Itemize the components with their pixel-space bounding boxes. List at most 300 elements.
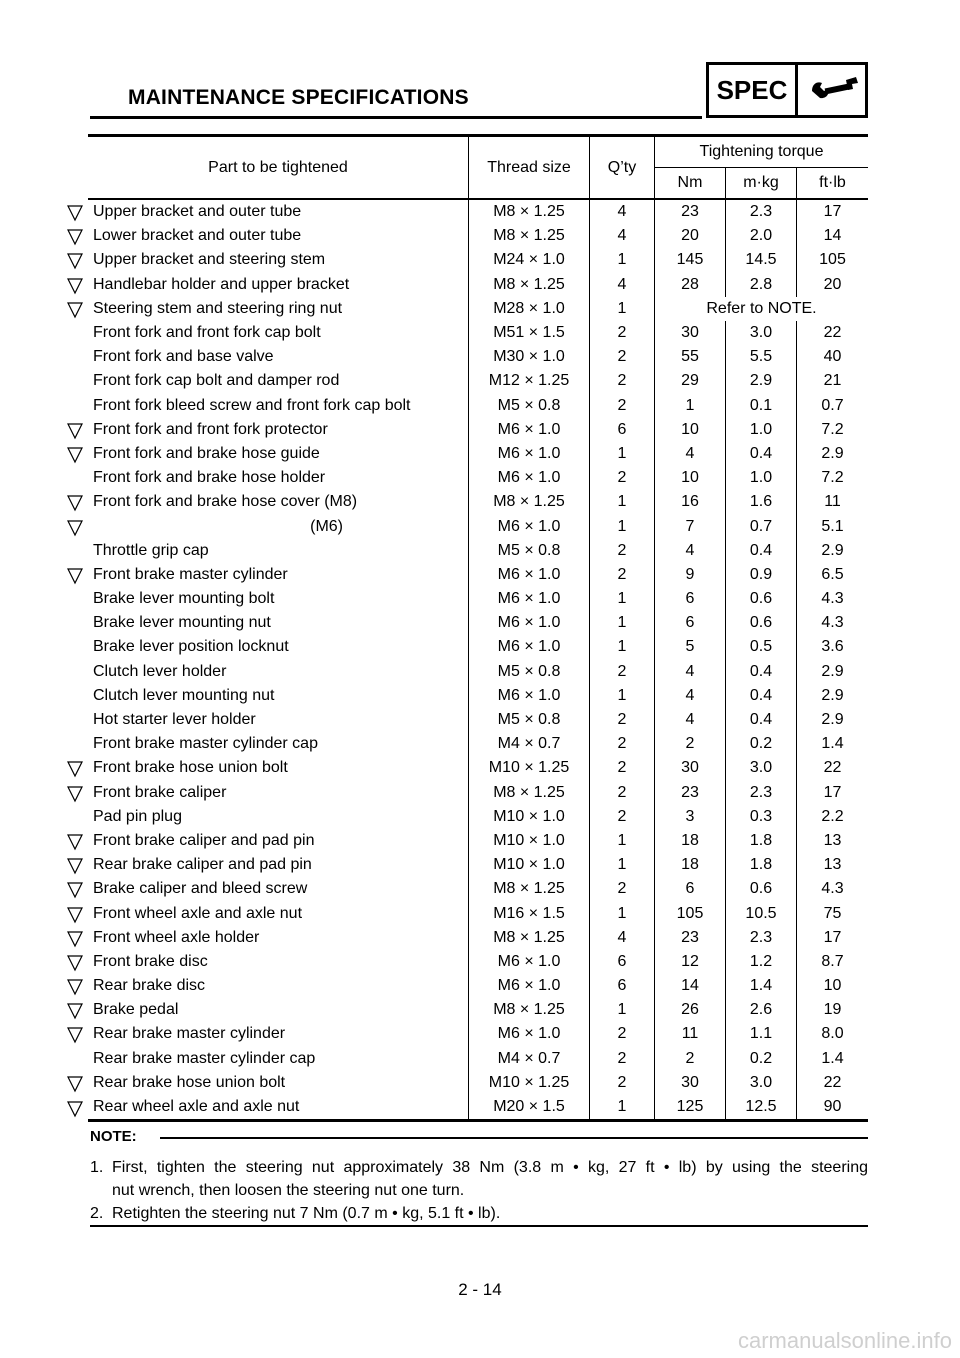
cell-nm: 28: [655, 273, 726, 297]
cell-nm: 6: [655, 611, 726, 635]
cell-thread: M5 × 0.8: [469, 394, 590, 418]
cell-nm: 4: [655, 539, 726, 563]
note-item-1-line1: First, tighten the steering nut approximately 38 Nm (3.8 m • kg, 27 ft • lb) by using the steering: [112, 1159, 868, 1176]
cell-qty: 4: [590, 926, 655, 950]
cell-mkg: 1.1: [726, 1022, 797, 1046]
cell-part: Rear brake caliper and pad pin: [88, 853, 469, 877]
cell-ftlb: 14: [823, 227, 842, 245]
cell-mkg: 10.5: [726, 901, 797, 925]
cell-ftlb: 8.7: [821, 952, 844, 970]
table-row: [88, 684, 868, 708]
table-row: [88, 199, 868, 224]
header-part: Part to be tightened: [88, 136, 469, 200]
cell-nm: 30: [655, 1071, 726, 1095]
cell-mkg: 1.8: [726, 829, 797, 853]
table-row: [88, 998, 868, 1022]
cell-nm: 6: [655, 877, 726, 901]
note-item-1-num: 1.: [90, 1159, 104, 1176]
cell-mkg: 0.6: [726, 611, 797, 635]
cell-thread: M8 × 1.25: [469, 224, 590, 248]
cell-part: Front wheel axle holder: [88, 926, 469, 950]
cell-note-ref: Refer to NOTE.: [706, 299, 817, 317]
cell-mkg: 1.8: [726, 853, 797, 877]
cell-qty: 2: [590, 877, 655, 901]
cell-ftlb: 19: [823, 1001, 842, 1019]
cell-part: Clutch lever holder: [88, 660, 469, 684]
cell-mkg: 0.3: [726, 805, 797, 829]
cell-part: Front fork and base valve: [88, 345, 469, 369]
cell-thread: M6 × 1.0: [469, 635, 590, 659]
table-row: [88, 756, 868, 780]
triangle-mark-icon: [66, 978, 84, 996]
table-row: [88, 369, 868, 393]
cell-mkg: 0.1: [726, 394, 797, 418]
triangle-mark-icon: [66, 1002, 84, 1020]
cell-nm: 18: [655, 829, 726, 853]
cell-part: Brake pedal: [88, 998, 469, 1022]
table-row: [88, 829, 868, 853]
cell-ftlb: 17: [823, 783, 842, 801]
table-row: [88, 1071, 868, 1095]
cell-thread: M4 × 0.7: [469, 732, 590, 756]
cell-qty: 2: [590, 781, 655, 805]
cell-qty: 2: [590, 345, 655, 369]
triangle-mark-icon: [66, 833, 84, 851]
cell-nm: 145: [655, 248, 726, 272]
cell-qty: 4: [590, 199, 655, 224]
cell-thread: M10 × 1.25: [469, 1071, 590, 1095]
cell-nm: 9: [655, 563, 726, 587]
cell-ftlb: 10: [823, 977, 842, 995]
torque-spec-table: [88, 134, 868, 1122]
cell-ftlb: 40: [823, 348, 842, 366]
table-row: [88, 877, 868, 901]
cell-ftlb: 105: [819, 251, 846, 269]
cell-part: Upper bracket and steering stem: [88, 248, 469, 272]
table-row: [88, 974, 868, 998]
cell-qty: 1: [590, 684, 655, 708]
table-body: [88, 199, 868, 1121]
cell-qty: 2: [590, 732, 655, 756]
cell-part: Rear brake master cylinder: [88, 1022, 469, 1046]
cell-part: Brake lever position locknut: [88, 635, 469, 659]
triangle-mark-icon: [66, 857, 84, 875]
cell-mkg: 1.2: [726, 950, 797, 974]
triangle-mark-icon: [66, 422, 84, 440]
cell-thread: M6 × 1.0: [469, 684, 590, 708]
cell-qty: 2: [590, 321, 655, 345]
cell-part: Front fork and front fork cap bolt: [88, 321, 469, 345]
cell-part: Front fork and brake hose holder: [88, 466, 469, 490]
cell-qty: 1: [590, 611, 655, 635]
cell-ftlb: 17: [823, 928, 842, 946]
table-row: [88, 345, 868, 369]
triangle-mark-icon: [66, 760, 84, 778]
table-row: [88, 732, 868, 756]
table-row: [88, 1095, 868, 1121]
cell-ftlb: 13: [823, 831, 842, 849]
table-row: [88, 1022, 868, 1046]
cell-nm: 2: [655, 732, 726, 756]
cell-nm: 55: [655, 345, 726, 369]
cell-ftlb: 2.9: [821, 541, 844, 559]
table-row: [88, 901, 868, 925]
cell-thread: M8 × 1.25: [469, 273, 590, 297]
cell-nm: 12: [655, 950, 726, 974]
cell-part: Front wheel axle and axle nut: [88, 901, 469, 925]
triangle-mark-icon: [66, 954, 84, 972]
cell-thread: M20 × 1.5: [469, 1095, 590, 1121]
cell-nm: 29: [655, 369, 726, 393]
cell-part: Front fork and brake hose guide: [88, 442, 469, 466]
table-row: [88, 321, 868, 345]
cell-ftlb: 4.3: [821, 880, 844, 898]
cell-thread: M30 × 1.0: [469, 345, 590, 369]
cell-ftlb: 2.9: [821, 444, 844, 462]
cell-thread: M6 × 1.0: [469, 611, 590, 635]
table-row: [88, 224, 868, 248]
cell-qty: 1: [590, 514, 655, 538]
cell-thread: M6 × 1.0: [469, 587, 590, 611]
cell-nm: 16: [655, 490, 726, 514]
page-number: 2 - 14: [458, 1280, 502, 1299]
table-row: [88, 418, 868, 442]
cell-thread: M6 × 1.0: [469, 563, 590, 587]
cell-qty: 1: [590, 587, 655, 611]
cell-part: Front fork bleed screw and front fork cap bolt: [88, 394, 469, 418]
cell-mkg: 5.5: [726, 345, 797, 369]
note-item-2-line1: Retighten the steering nut 7 Nm (0.7 m • kg, 5.1 ft • lb).: [112, 1205, 501, 1222]
triangle-mark-icon: [66, 204, 84, 222]
cell-thread: M10 × 1.25: [469, 756, 590, 780]
cell-thread: M10 × 1.0: [469, 829, 590, 853]
cell-nm: 3: [655, 805, 726, 829]
cell-part: Handlebar holder and upper bracket: [88, 273, 469, 297]
table-row: [88, 635, 868, 659]
cell-nm: 125: [655, 1095, 726, 1121]
cell-thread: M10 × 1.0: [469, 805, 590, 829]
cell-part: Brake lever mounting nut: [88, 611, 469, 635]
table-row: [88, 805, 868, 829]
wrench-icon: [798, 65, 865, 115]
triangle-mark-icon: [66, 1026, 84, 1044]
cell-mkg: 0.4: [726, 708, 797, 732]
triangle-mark-icon: [66, 277, 84, 295]
cell-mkg: 0.2: [726, 1047, 797, 1071]
triangle-mark-icon: [66, 567, 84, 585]
note-rule: [160, 1137, 868, 1139]
header-torque: Tightening torque: [655, 136, 869, 168]
cell-ftlb: 17: [823, 203, 842, 221]
triangle-mark-icon: [66, 519, 84, 537]
note-item-2-num: 2.: [90, 1205, 104, 1222]
table-row: [88, 781, 868, 805]
cell-nm: 4: [655, 708, 726, 732]
cell-nm: 6: [655, 587, 726, 611]
cell-thread: M16 × 1.5: [469, 901, 590, 925]
triangle-mark-icon: [66, 228, 84, 246]
triangle-mark-icon: [66, 930, 84, 948]
cell-mkg: 2.6: [726, 998, 797, 1022]
table-row: [88, 611, 868, 635]
cell-part: Front brake caliper and pad pin: [88, 829, 469, 853]
cell-mkg: 3.0: [726, 1071, 797, 1095]
cell-qty: 2: [590, 1047, 655, 1071]
cell-part: Front fork and front fork protector: [88, 418, 469, 442]
triangle-mark-icon: [66, 1100, 84, 1118]
cell-qty: 1: [590, 248, 655, 272]
table-row: [88, 1047, 868, 1071]
triangle-mark-icon: [66, 252, 84, 270]
cell-ftlb: 2.2: [821, 807, 844, 825]
table-row: [88, 539, 868, 563]
header-nm: Nm: [655, 168, 726, 200]
cell-qty: 1: [590, 490, 655, 514]
header-qty: Q’ty: [590, 136, 655, 200]
cell-part: Brake lever mounting bolt: [88, 587, 469, 611]
cell-qty: 2: [590, 394, 655, 418]
cell-thread: M51 × 1.5: [469, 321, 590, 345]
cell-mkg: 0.5: [726, 635, 797, 659]
cell-mkg: 0.6: [726, 587, 797, 611]
cell-thread: M8 × 1.25: [469, 781, 590, 805]
cell-mkg: 2.3: [726, 926, 797, 950]
cell-ftlb: 7.2: [821, 469, 844, 487]
cell-ftlb: 8.0: [821, 1025, 844, 1043]
cell-ftlb: 22: [823, 1073, 842, 1091]
cell-thread: M6 × 1.0: [469, 418, 590, 442]
cell-ftlb: 4.3: [821, 590, 844, 608]
cell-mkg: 3.0: [726, 756, 797, 780]
cell-qty: 1: [590, 829, 655, 853]
cell-qty: 1: [590, 635, 655, 659]
cell-mkg: 0.6: [726, 877, 797, 901]
cell-ftlb: 75: [823, 904, 842, 922]
cell-thread: M8 × 1.25: [469, 926, 590, 950]
cell-part: Rear brake disc: [88, 974, 469, 998]
table-row: [88, 248, 868, 272]
table-row: [88, 273, 868, 297]
cell-nm: 30: [655, 321, 726, 345]
cell-mkg: 3.0: [726, 321, 797, 345]
cell-thread: M6 × 1.0: [469, 466, 590, 490]
spec-section-box: [706, 62, 868, 118]
cell-nm: 11: [655, 1022, 726, 1046]
cell-ftlb: 5.1: [821, 517, 844, 535]
cell-nm: 7: [655, 514, 726, 538]
cell-nm: 23: [655, 781, 726, 805]
triangle-mark-icon: [66, 1075, 84, 1093]
table-row: [88, 926, 868, 950]
cell-nm: 10: [655, 418, 726, 442]
cell-qty: 2: [590, 466, 655, 490]
cell-part: Front brake hose union bolt: [88, 756, 469, 780]
cell-thread: M5 × 0.8: [469, 708, 590, 732]
cell-nm: 23: [655, 926, 726, 950]
table-row: [88, 297, 868, 321]
cell-nm: 105: [655, 901, 726, 925]
cell-part: Front fork cap bolt and damper rod: [88, 369, 469, 393]
table-row: [88, 442, 868, 466]
cell-ftlb: 7.2: [821, 420, 844, 438]
header-rule: [90, 116, 702, 119]
note-label: NOTE:: [90, 1128, 137, 1145]
cell-mkg: 1.6: [726, 490, 797, 514]
cell-nm: 30: [655, 756, 726, 780]
cell-qty: 4: [590, 224, 655, 248]
cell-qty: 1: [590, 853, 655, 877]
note-bottom-rule: [90, 1225, 868, 1227]
cell-qty: 6: [590, 974, 655, 998]
cell-nm: 18: [655, 853, 726, 877]
cell-part: Front fork and brake hose cover (M8): [88, 490, 469, 514]
header-thread: Thread size: [469, 136, 590, 200]
table-row: [88, 660, 868, 684]
cell-nm: 2: [655, 1047, 726, 1071]
cell-ftlb: 1.4: [821, 1049, 844, 1067]
cell-thread: M10 × 1.0: [469, 853, 590, 877]
cell-mkg: 2.3: [726, 781, 797, 805]
cell-ftlb: 6.5: [821, 565, 844, 583]
cell-ftlb: 11: [824, 493, 841, 511]
cell-qty: 2: [590, 756, 655, 780]
cell-thread: M5 × 0.8: [469, 539, 590, 563]
cell-qty: 1: [590, 297, 655, 321]
header-ftlb: ft·lb: [797, 168, 869, 200]
cell-part: Front brake master cylinder cap: [88, 732, 469, 756]
cell-nm: 14: [655, 974, 726, 998]
cell-ftlb: 2.9: [821, 711, 844, 729]
cell-part: Front brake caliper: [88, 781, 469, 805]
table-row: [88, 950, 868, 974]
cell-thread: M24 × 1.0: [469, 248, 590, 272]
cell-thread: M8 × 1.25: [469, 490, 590, 514]
triangle-mark-icon: [66, 446, 84, 464]
cell-qty: 2: [590, 1022, 655, 1046]
cell-qty: 2: [590, 369, 655, 393]
cell-qty: 1: [590, 998, 655, 1022]
triangle-mark-icon: [66, 881, 84, 899]
cell-thread: M5 × 0.8: [469, 660, 590, 684]
cell-mkg: 1.0: [726, 466, 797, 490]
cell-part: Front brake master cylinder: [88, 563, 469, 587]
cell-ftlb: 22: [823, 324, 842, 342]
cell-part: Lower bracket and outer tube: [88, 224, 469, 248]
cell-part: Clutch lever mounting nut: [88, 684, 469, 708]
table-row: [88, 708, 868, 732]
cell-qty: 2: [590, 805, 655, 829]
cell-ftlb: 20: [823, 275, 842, 293]
cell-part: Rear brake master cylinder cap: [88, 1047, 469, 1071]
cell-ftlb: 2.9: [821, 686, 844, 704]
cell-mkg: 0.7: [726, 514, 797, 538]
triangle-mark-icon: [66, 785, 84, 803]
cell-nm: 1: [655, 394, 726, 418]
cell-qty: 1: [590, 442, 655, 466]
cell-ftlb: 2.9: [821, 662, 844, 680]
cell-qty: 6: [590, 418, 655, 442]
cell-mkg: 2.8: [726, 273, 797, 297]
cell-thread: M6 × 1.0: [469, 442, 590, 466]
cell-qty: 2: [590, 539, 655, 563]
cell-nm: 4: [655, 442, 726, 466]
cell-thread: M8 × 1.25: [469, 877, 590, 901]
cell-thread: M8 × 1.25: [469, 998, 590, 1022]
cell-ftlb: 13: [823, 856, 842, 874]
table-row: [88, 514, 868, 538]
cell-ftlb: 4.3: [821, 614, 844, 632]
cell-mkg: 2.0: [726, 224, 797, 248]
cell-thread: M6 × 1.0: [469, 514, 590, 538]
cell-mkg: 0.4: [726, 539, 797, 563]
cell-thread: M6 × 1.0: [469, 1022, 590, 1046]
table-row: [88, 563, 868, 587]
cell-nm: 10: [655, 466, 726, 490]
cell-part: Rear brake hose union bolt: [88, 1071, 469, 1095]
cell-qty: 2: [590, 1071, 655, 1095]
cell-part: Front brake disc: [88, 950, 469, 974]
triangle-mark-icon: [66, 494, 84, 512]
cell-part: Steering stem and steering ring nut: [88, 297, 469, 321]
cell-mkg: 1.4: [726, 974, 797, 998]
cell-qty: 4: [590, 273, 655, 297]
cell-part: Brake caliper and bleed screw: [88, 877, 469, 901]
cell-mkg: 0.9: [726, 563, 797, 587]
triangle-mark-icon: [66, 301, 84, 319]
cell-part: [88, 514, 469, 538]
cell-qty: 6: [590, 950, 655, 974]
cell-mkg: 2.9: [726, 369, 797, 393]
cell-mkg: 0.2: [726, 732, 797, 756]
table-row: [88, 490, 868, 514]
cell-qty: 2: [590, 660, 655, 684]
cell-qty: 1: [590, 901, 655, 925]
cell-part: Hot starter lever holder: [88, 708, 469, 732]
cell-thread: M6 × 1.0: [469, 974, 590, 998]
cell-thread: M6 × 1.0: [469, 950, 590, 974]
watermark: carmanualsonline.info: [737, 1328, 952, 1353]
cell-part: Upper bracket and outer tube: [88, 199, 469, 224]
table-row: [88, 853, 868, 877]
table-row: [88, 587, 868, 611]
cell-nm: 23: [655, 199, 726, 224]
page-title: MAINTENANCE SPECIFICATIONS: [128, 86, 469, 109]
cell-ftlb: 90: [823, 1098, 842, 1116]
cell-ftlb: 21: [823, 372, 842, 390]
cell-nm: 4: [655, 684, 726, 708]
cell-thread: M28 × 1.0: [469, 297, 590, 321]
header-mkg: m·kg: [726, 168, 797, 200]
cell-ftlb: 3.6: [821, 638, 844, 656]
cell-nm: 20: [655, 224, 726, 248]
cell-ftlb: 22: [823, 759, 842, 777]
cell-qty: 1: [590, 1095, 655, 1121]
table-row: [88, 394, 868, 418]
cell-mkg: 2.3: [726, 199, 797, 224]
cell-part-indent: (M6): [310, 517, 343, 535]
cell-mkg: 1.0: [726, 418, 797, 442]
cell-ftlb: 1.4: [821, 735, 844, 753]
cell-thread: M12 × 1.25: [469, 369, 590, 393]
cell-nm: 4: [655, 660, 726, 684]
cell-part: Throttle grip cap: [88, 539, 469, 563]
cell-nm: 26: [655, 998, 726, 1022]
cell-nm: 5: [655, 635, 726, 659]
cell-thread: M4 × 0.7: [469, 1047, 590, 1071]
triangle-mark-icon: [66, 906, 84, 924]
cell-part: Pad pin plug: [88, 805, 469, 829]
cell-mkg: 14.5: [726, 248, 797, 272]
